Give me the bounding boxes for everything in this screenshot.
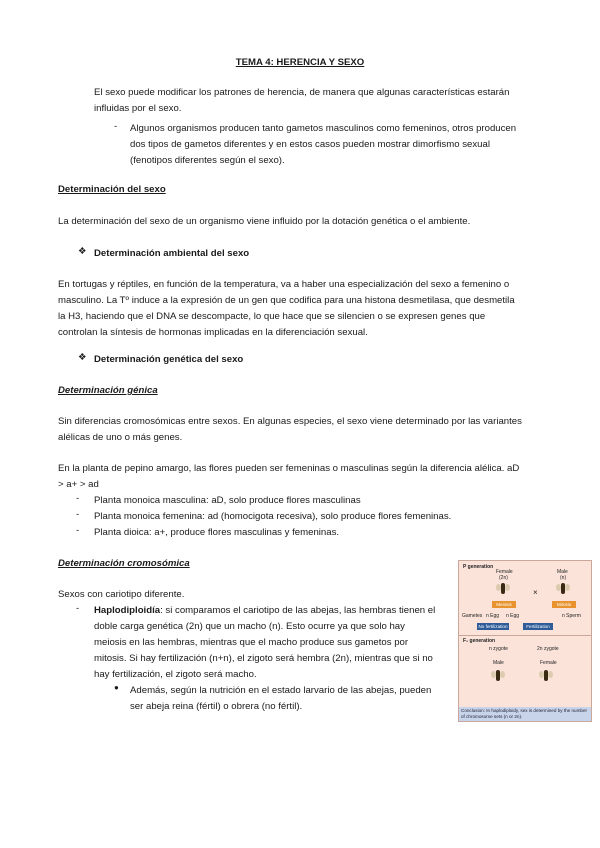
- paragraph-line: En la planta de pepino amargo, las flores pueden ser femeninas o masculinas según la diferencia alélica. aD: [58, 463, 520, 474]
- subsection-heading: Determinación genética del sexo: [94, 354, 244, 365]
- mitosis-box: Mitosis: [552, 601, 576, 608]
- intro-subline: (fenotipos diferentes según el sexo).: [130, 155, 285, 166]
- intro-line: El sexo puede modificar los patrones de herencia, de manera que algunas características estarán: [94, 87, 510, 98]
- dash-bullet: -: [76, 603, 80, 614]
- page-title: TEMA 4: HERENCIA Y SEXO: [235, 57, 365, 68]
- no-fertilization-box: No fertilization: [478, 624, 508, 629]
- dash-bullet: -: [114, 121, 118, 132]
- diamond-bullet-icon: ❖: [78, 352, 87, 363]
- fertilization-box: Fertilization: [523, 623, 553, 630]
- subsubsection-heading: Determinación cromosómica: [58, 558, 190, 569]
- f1-male-bee-icon: [493, 668, 503, 682]
- list-subitem-line: ser abeja reina (fértil) o obrera (no fértil).: [130, 701, 303, 712]
- list-item-line: [94, 603, 435, 619]
- diagram-caption: Conclusion: In haplodiploidy, sex is determined by the number of chromosome sets (n or 2n).: [459, 707, 591, 721]
- egg-label: n Egg: [486, 613, 500, 619]
- paragraph: La determinación del sexo de un organismo viene influido por la dotación genética o el ambiente.: [58, 216, 471, 227]
- subsection-heading: Determinación ambiental del sexo: [94, 248, 250, 259]
- term: Haplodiploidía: [94, 605, 161, 616]
- f1-female-label: Female: [540, 660, 557, 666]
- f1-female-bee-icon: [541, 668, 551, 682]
- paragraph-line: alélicas de uno o más genes.: [58, 432, 183, 443]
- paragraph-line: Sin diferencias cromosómicas entre sexos. En algunas especies, el sexo viene determinado por las variantes: [58, 416, 522, 427]
- haplodiploidy-diagram: [458, 560, 592, 722]
- paragraph-line: Sexos con cariotipo diferente.: [58, 589, 185, 600]
- paragraph-line: En tortugas y réptiles, en función de la temperatura, va a haber una especialización del sexo a femenino o: [58, 279, 510, 290]
- dash-bullet: -: [76, 493, 80, 504]
- egg-label: n Egg: [506, 613, 520, 619]
- male-label: Male: [557, 569, 568, 575]
- subsubsection-heading: Determinación génica: [58, 385, 158, 396]
- dash-bullet: -: [76, 509, 80, 520]
- list-item: Planta dioica: a+, produce flores masculinas y femeninas.: [94, 527, 340, 538]
- intro-subline: Algunos organismos producen tanto gametos masculinos como femeninos, otros producen: [130, 123, 517, 134]
- paragraph-line: controlan la síntesis de hormonas implicadas en la diferenciación sexual.: [58, 327, 368, 338]
- list-item: Planta monoica masculina: aD, solo produce flores masculinas: [94, 495, 361, 506]
- diamond-bullet-icon: ❖: [78, 246, 87, 257]
- term-text: : si comparamos el cariotipo de las abejas, las hembras tienen el: [160, 605, 436, 616]
- haploid-zygote-label: n zygote: [489, 646, 508, 652]
- paragraph-line: masculino. La Tº induce a la expresión de un gen que codifica para una histona desmetilasa, que desmetila: [58, 295, 515, 306]
- sperm-label: n Sperm: [562, 613, 581, 619]
- p-generation-label: P generation: [463, 564, 494, 570]
- list-item-line: mitosis. Si hay fertilización (n+n), el zigoto será hembra (2n), mientras que si no: [94, 653, 433, 664]
- list-item-line: hay fertilización, el zigoto será macho.: [94, 669, 257, 680]
- paragraph-line: la H3, haciendo que el DNA se descompacte, lo que hace que se silencien o se expresen genes que: [58, 311, 486, 322]
- list-item-line: doble carga genética (2n) que un macho (n). Esto ocurre ya que solo hay: [94, 621, 405, 632]
- f1-male-label: Male: [493, 660, 504, 666]
- female-label: Female: [496, 569, 513, 575]
- divider: [459, 635, 591, 636]
- meiosis-box: Meiosis: [492, 601, 516, 608]
- cross-icon: ×: [533, 588, 538, 597]
- list-item-line: meiosis en las hembras, mientras que el macho produce sus gametos por: [94, 637, 409, 648]
- gametes-label: Gametes: [462, 613, 483, 619]
- section-heading: Determinación del sexo: [58, 184, 166, 195]
- intro-line: influidas por el sexo.: [94, 103, 182, 114]
- list-subitem-line: Además, según la nutrición en el estado larvario de las abejas, pueden: [130, 685, 432, 696]
- diploid-zygote-label: 2n zygote: [537, 646, 559, 652]
- list-item: Planta monoica femenina: ad (homocigota recesiva), solo produce flores femeninas.: [94, 511, 452, 522]
- f1-generation-label: F₁ generation: [463, 638, 496, 644]
- intro-subline: dos tipos de gametos diferentes y en estos casos pueden mostrar dimorfismo sexual: [130, 139, 490, 150]
- dot-bullet: ●: [114, 683, 119, 692]
- paragraph-line: > a+ > ad: [58, 479, 99, 490]
- male-ploidy: (n): [560, 575, 567, 581]
- female-ploidy: (2n): [499, 575, 508, 581]
- dash-bullet: -: [76, 525, 80, 536]
- male-bee-icon: [558, 581, 568, 595]
- female-bee-icon: [498, 581, 508, 595]
